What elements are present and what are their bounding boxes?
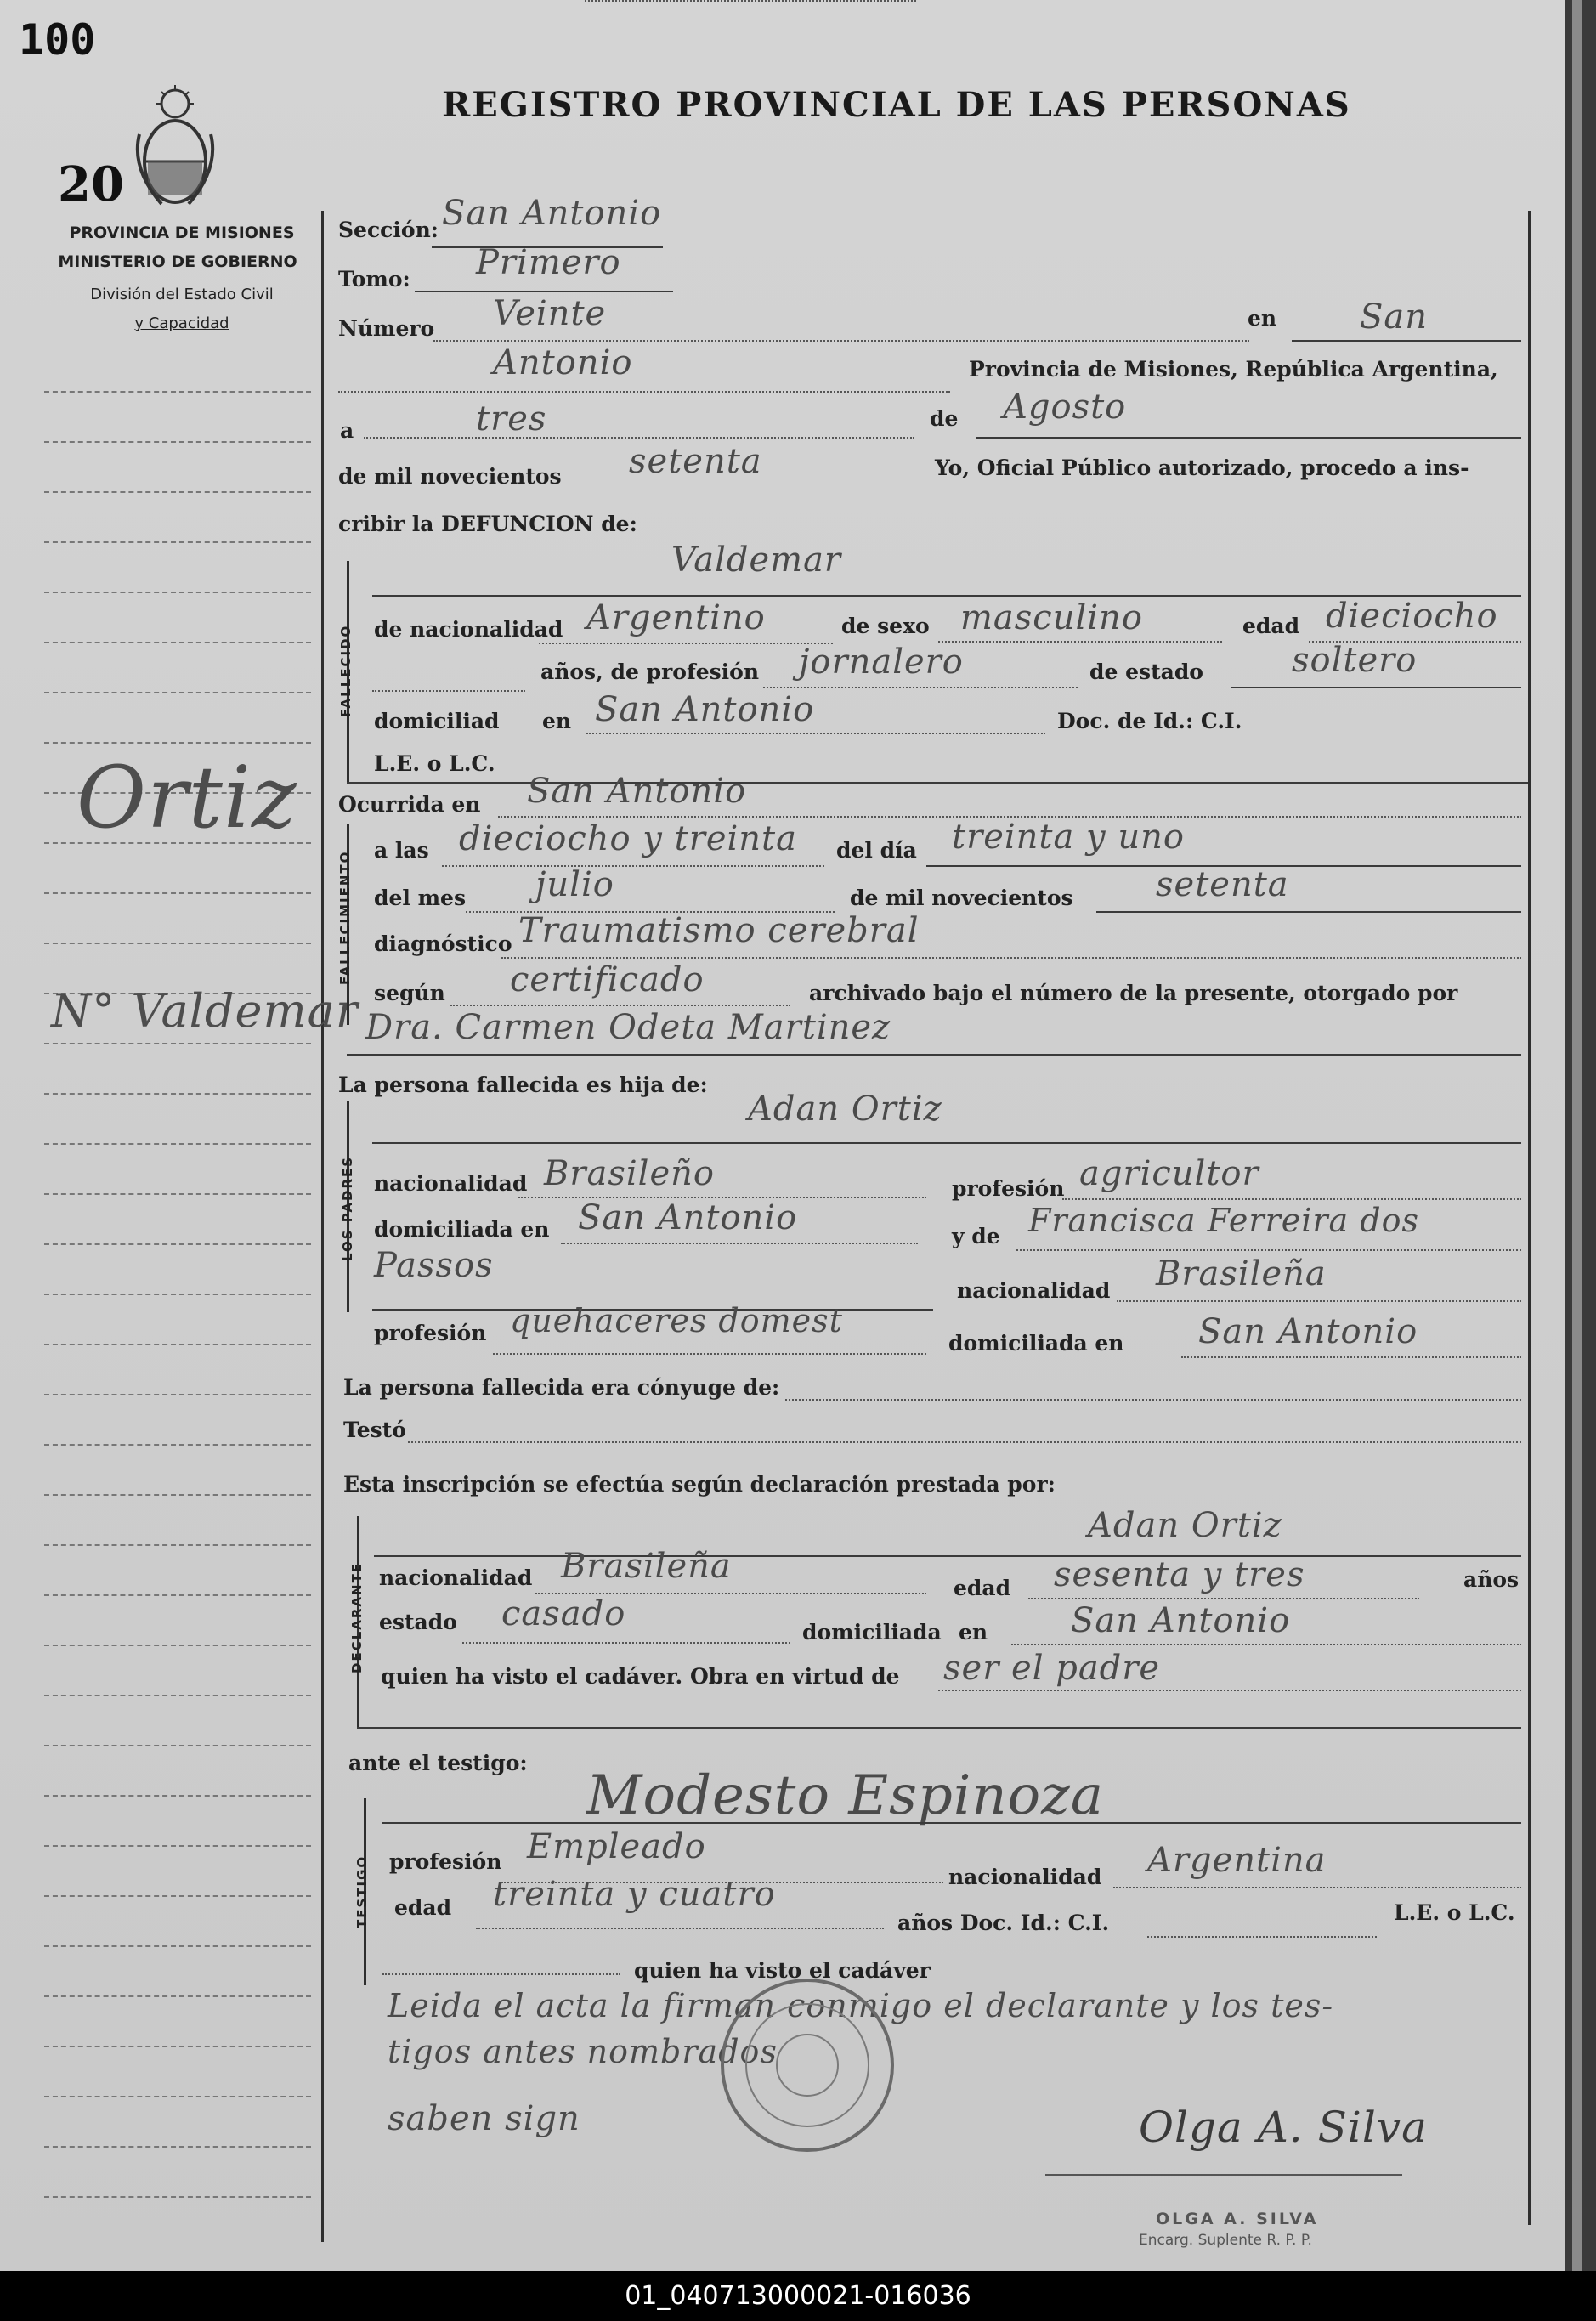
signature-title: Encarg. Suplente R. P. P. [1139, 2232, 1312, 2249]
decl-domicilio-value: San Antonio [1071, 1601, 1291, 1640]
margin-rule-line [44, 1193, 311, 1195]
declarante-bottom [357, 1727, 1521, 1729]
margin-rule-line [44, 2096, 311, 2097]
ministry-heading: MINISTERIO DE GOBIERNO [58, 252, 297, 271]
margin-rule-line [44, 1243, 311, 1245]
closing-line-2: tigos antes nombrados [388, 2033, 778, 2070]
margin-rule-line [44, 1695, 311, 1696]
en-line [1292, 340, 1521, 342]
le-lc2-label: L.E. o L.C. [1394, 1900, 1515, 1925]
decl-nacionalidad-value: Brasileña [561, 1547, 732, 1586]
en-value-cont: Antonio [493, 343, 633, 382]
margin-rule-line [44, 2146, 311, 2148]
le-lc-label: L.E. o L.C. [374, 751, 495, 776]
padre-domicilio-value: San Antonio [578, 1198, 798, 1237]
segun-value: certificado [510, 960, 705, 999]
sexo-label: de sexo [841, 614, 930, 638]
decl-virtud-value: ser el padre [943, 1649, 1161, 1688]
madre-profesion-line [493, 1353, 926, 1355]
margin-rule-line [44, 1745, 311, 1746]
padres-side-label: LOS PADRES [340, 1155, 355, 1261]
anos-profesion-label: años, de profesión [540, 660, 760, 684]
testigo-side-label: TESTIGO [354, 1854, 370, 1928]
profesion-line [763, 687, 1078, 688]
numero-label: Número [338, 316, 435, 341]
margin-rule-line [44, 1895, 311, 1897]
padre-domicilio-line [561, 1243, 918, 1244]
diagnostico-line [501, 957, 1521, 959]
profesion-value: jornalero [799, 643, 964, 682]
ocurrida-label: Ocurrida en [338, 792, 481, 817]
sexo-value: masculino [960, 598, 1143, 637]
declarante-side-label: DECLARANTE [349, 1561, 365, 1673]
fallecido-bottom [347, 782, 1528, 784]
numero-value: Veinte [493, 294, 607, 333]
hora-value: dieciocho y treinta [459, 819, 797, 858]
testo-line [408, 1441, 1521, 1443]
margin-rule-line [44, 692, 311, 693]
decl-domicilio-line [1011, 1644, 1521, 1645]
anos-doc-label: años Doc. Id.: C.I. [897, 1911, 1110, 1935]
signature-line [1045, 2174, 1402, 2176]
margin-surname: Ortiz [76, 748, 297, 847]
decl-edad-value: sesenta y tres [1054, 1555, 1305, 1594]
tomo-line [415, 291, 673, 292]
page-number: 20 [58, 156, 124, 212]
seccion-value: San Antonio [442, 194, 662, 233]
padre-nacionalidad-value: Brasileño [544, 1154, 715, 1193]
padre-nacionalidad-label: nacionalidad [374, 1171, 528, 1196]
padre-line [372, 1142, 1521, 1144]
medico-line [347, 1054, 1521, 1056]
tomo-value: Primero [476, 243, 621, 282]
margin-rule-line [44, 1494, 311, 1496]
nacionalidad-line [539, 643, 833, 644]
fallecido-side-label: FALLECIDO [338, 624, 354, 717]
padre-profesion-value: agricultor [1079, 1154, 1259, 1193]
edad-label: edad [1242, 614, 1300, 638]
madre-value-cont: Passos [374, 1246, 494, 1285]
tomo-label: Tomo: [338, 267, 410, 292]
archivado-label: archivado bajo el número de la presente, otorgado por [809, 981, 1458, 1005]
signature: Olga A. Silva [1139, 2103, 1428, 2152]
anos-line [372, 690, 525, 692]
conyuge-line [785, 1399, 1521, 1401]
domiciliado-label: domiciliad [374, 709, 500, 733]
margin-rule-line [44, 1594, 311, 1596]
margin-rule-line [44, 1995, 311, 1997]
margin-rule-line [44, 642, 311, 643]
padre-profesion-label: profesión [952, 1176, 1065, 1201]
margin-rule-line [44, 1143, 311, 1145]
margin-rule-line [44, 1344, 311, 1345]
doc-id-label: Doc. de Id.: C.I. [1057, 709, 1242, 733]
test-quien-line [382, 1973, 620, 1975]
margin-rule-line [44, 541, 311, 543]
provincia-label: Provincia de Misiones, República Argentina, [969, 357, 1498, 382]
closing-line-1: Leida el acta la firman conmigo el declarante y los tes- [388, 1987, 1334, 2024]
padre-domicilio-label: domiciliada en [374, 1217, 550, 1242]
en-cont-line [338, 391, 950, 393]
margin-rule-line [44, 441, 311, 443]
decl-estado-label: estado [379, 1610, 457, 1634]
numero-line [433, 340, 1249, 342]
anio-line [585, 0, 916, 2]
margin-rule-line [44, 1645, 311, 1646]
decl-anos-label: años [1463, 1567, 1520, 1592]
test-edad-value: treinta y cuatro [493, 1875, 776, 1914]
inscribir-label: cribir la DEFUNCION de: [338, 512, 637, 536]
dia-fall-value: treinta y uno [952, 818, 1185, 857]
folio-number: 100 [19, 15, 96, 65]
padre-profesion-line [1062, 1198, 1521, 1200]
anio-fall-value: setenta [1156, 865, 1289, 904]
margin-given-name: N° Valdemar [51, 984, 359, 1038]
fallecimiento-side-label: FALLECIMIENTO [337, 850, 353, 985]
test-nacionalidad-value: Argentina [1147, 1841, 1327, 1880]
ante-testigo-label: ante el testigo: [348, 1751, 528, 1775]
domicilio-line [586, 733, 1045, 734]
dia-line [364, 437, 914, 439]
estado-value: soltero [1292, 641, 1418, 680]
anio-value: setenta [629, 442, 762, 481]
en-domicilio-label: en [542, 709, 572, 733]
margin-rule-line [44, 2196, 311, 2198]
madre-profesion-label: profesión [374, 1321, 487, 1345]
padre-value: Adan Ortiz [748, 1090, 942, 1129]
margin-rule-line [44, 742, 311, 744]
margin-divider [321, 211, 324, 2242]
decl-en-label: en [959, 1620, 988, 1645]
madre-nacionalidad-label: nacionalidad [957, 1278, 1111, 1303]
a-label: a [340, 418, 354, 443]
madre-nacionalidad-line [1117, 1300, 1521, 1302]
margin-rule-line [44, 1294, 311, 1295]
test-nacionalidad-label: nacionalidad [948, 1865, 1102, 1889]
hora-line [442, 865, 824, 867]
segun-line [450, 1005, 790, 1006]
test-nacionalidad-line [1113, 1887, 1521, 1888]
quien-visto2-label: quien ha visto el cadáver [634, 1958, 931, 1983]
diagnostico-label: diagnóstico [374, 931, 512, 956]
medico-value: Dra. Carmen Odeta Martinez [365, 1008, 891, 1047]
test-profesion-value: Empleado [527, 1827, 706, 1866]
decl-domiciliada-label: domiciliada [802, 1620, 942, 1645]
domicilio-value: San Antonio [595, 690, 815, 729]
declarante-value: Adan Ortiz [1088, 1506, 1282, 1545]
hija-de-label: La persona fallecida es hija de: [338, 1073, 708, 1097]
testo-label: Testó [343, 1418, 406, 1442]
mes-fall-value: julio [535, 865, 614, 904]
testigo-value: Modesto Espinoza [586, 1764, 1104, 1827]
dia-value: tres [476, 399, 547, 439]
margin-rule-line [44, 592, 311, 593]
margin-rule-line [44, 1544, 311, 1546]
madre-domicilio-label: domiciliada en [948, 1331, 1124, 1356]
quien-visto-label: quien ha visto el cadáver. Obra en virtud de [381, 1664, 900, 1689]
en-value: San [1360, 297, 1429, 337]
margin-rule-line [44, 391, 311, 393]
coat-of-arms-icon [127, 83, 223, 211]
decl-nacionalidad-label: nacionalidad [379, 1565, 533, 1590]
page-right-edge [1565, 0, 1596, 2271]
declarante-line [374, 1555, 1521, 1557]
madre-nacionalidad-value: Brasileña [1156, 1254, 1327, 1294]
document-title: REGISTRO PROVINCIAL DE LAS PERSONAS [442, 85, 1351, 125]
closing-line-3: saben sign [388, 2099, 580, 2138]
margin-rule-line [44, 1945, 311, 1947]
nacionalidad-label: de nacionalidad [374, 617, 563, 642]
nombre-value: Valdemar [671, 541, 842, 580]
test-profesion-label: profesión [389, 1849, 502, 1874]
margin-rule-line [44, 1444, 311, 1446]
margin-rule-line [44, 1043, 311, 1044]
del-dia-label: del día [836, 838, 917, 863]
de-mil-nov-label: de mil novecientos [850, 886, 1073, 910]
estado-label: de estado [1089, 660, 1203, 684]
oficial-label: Yo, Oficial Público autorizado, procedo a ins- [935, 456, 1469, 480]
mes-line [976, 437, 1521, 439]
nacionalidad-value: Argentino [586, 598, 766, 637]
anio-fall-line [1096, 911, 1521, 913]
decl-edad-label: edad [954, 1576, 1011, 1600]
mes-value: Agosto [1003, 388, 1127, 427]
test-edad-label: edad [394, 1895, 452, 1920]
ocurrida-value: San Antonio [527, 772, 747, 811]
edad-value: dieciocho [1326, 597, 1498, 636]
seccion-label: Sección: [338, 218, 439, 242]
signature-printed-name: OLGA A. SILVA [1156, 2210, 1319, 2228]
decl-edad-line [1028, 1598, 1419, 1599]
margin-rule-line [44, 892, 311, 894]
a-las-label: a las [374, 838, 429, 863]
del-mes-label: del mes [374, 886, 467, 910]
test-edad-line [476, 1928, 884, 1929]
decl-estado-value: casado [501, 1594, 626, 1633]
decl-estado-line [462, 1642, 790, 1644]
sexo-line [938, 641, 1222, 643]
inscripcion-label: Esta inscripción se efectúa según declaración prestada por: [343, 1472, 1056, 1497]
margin-rule-line [44, 1795, 311, 1797]
margin-rule-line [44, 1093, 311, 1095]
division-heading: División del Estado Civil [90, 286, 274, 303]
en-label: en [1248, 306, 1277, 331]
y-de-label: y de [952, 1224, 1000, 1248]
test-doc-line [1147, 1936, 1377, 1938]
estado-line [1231, 687, 1521, 688]
segun-label: según [374, 981, 445, 1005]
province-heading: PROVINCIA DE MISIONES [69, 224, 295, 242]
decl-virtud-line [938, 1690, 1521, 1691]
madre-domicilio-value: San Antonio [1198, 1312, 1418, 1351]
image-footer [0, 2271, 1596, 2321]
margin-rule-line [44, 1394, 311, 1395]
madre-line [1016, 1249, 1521, 1251]
capacity-heading: y Capacidad [134, 314, 229, 332]
madre-domicilio-line [1181, 1356, 1521, 1358]
margin-rule-line [44, 943, 311, 944]
form-right-border [1528, 211, 1531, 2225]
conyuge-label: La persona fallecida era cónyuge de: [343, 1375, 780, 1400]
de-label: de [930, 406, 959, 431]
madre-profesion-value: quehaceres domest [510, 1302, 843, 1339]
testigo-line [382, 1822, 1521, 1824]
official-stamp-icon [705, 1972, 909, 2159]
image-code: 01_040713000021-016036 [625, 2281, 971, 2311]
margin-rule-line [44, 2046, 311, 2047]
madre-value: Francisca Ferreira dos [1028, 1202, 1419, 1239]
margin-rule-line [44, 491, 311, 493]
de-mil-label: de mil novecientos [338, 464, 562, 489]
diagnostico-value: Traumatismo cerebral [518, 911, 920, 950]
margin-rule-line [44, 1845, 311, 1847]
